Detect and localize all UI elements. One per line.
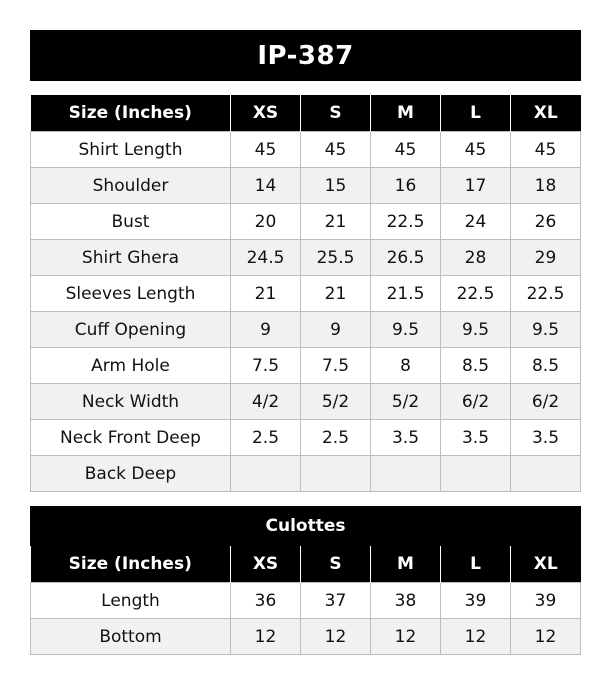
table-row	[31, 312, 581, 348]
cell-value: 7.5	[301, 348, 371, 384]
cell-value	[511, 456, 581, 492]
cell-value: 3.5	[371, 420, 441, 456]
cell-value: 18	[511, 168, 581, 204]
cell-value: 39	[511, 583, 581, 619]
header-m: M	[371, 546, 441, 583]
table-row	[31, 619, 581, 655]
cell-value: 45	[441, 132, 511, 168]
cell-value: 36	[231, 583, 301, 619]
cell-value: 12	[301, 619, 371, 655]
cell-value: 8	[371, 348, 441, 384]
row-label: Shirt Length	[31, 132, 231, 168]
table-row	[31, 132, 581, 168]
table-row	[31, 456, 581, 492]
cell-value: 9.5	[441, 312, 511, 348]
row-label: Cuff Opening	[31, 312, 231, 348]
cell-value: 4/2	[231, 384, 301, 420]
cell-value: 8.5	[511, 348, 581, 384]
cell-value: 22.5	[511, 276, 581, 312]
header-xl: XL	[511, 95, 581, 132]
header-size-label: Size (Inches)	[31, 546, 231, 583]
cell-value: 9	[301, 312, 371, 348]
header-row	[31, 95, 581, 132]
header-size-label: Size (Inches)	[31, 95, 231, 132]
cell-value: 12	[371, 619, 441, 655]
cell-value	[441, 456, 511, 492]
row-label: Bottom	[31, 619, 231, 655]
cell-value: 5/2	[301, 384, 371, 420]
cell-value: 9	[231, 312, 301, 348]
cell-value: 45	[301, 132, 371, 168]
cell-value: 45	[511, 132, 581, 168]
page-title: IP-387	[30, 30, 581, 81]
row-label: Length	[31, 583, 231, 619]
cell-value: 21.5	[371, 276, 441, 312]
header-row	[31, 546, 581, 583]
table-row	[31, 168, 581, 204]
cell-value: 39	[441, 583, 511, 619]
cell-value: 6/2	[441, 384, 511, 420]
shirt-size-table	[30, 95, 581, 492]
header-l: L	[441, 546, 511, 583]
header-l: L	[441, 95, 511, 132]
cell-value: 28	[441, 240, 511, 276]
cell-value: 12	[441, 619, 511, 655]
cell-value: 45	[371, 132, 441, 168]
cell-value: 22.5	[371, 204, 441, 240]
row-label: Neck Front Deep	[31, 420, 231, 456]
cell-value: 8.5	[441, 348, 511, 384]
cell-value: 9.5	[371, 312, 441, 348]
header-s: S	[301, 546, 371, 583]
header-xs: XS	[231, 546, 301, 583]
table-row	[31, 420, 581, 456]
row-label: Bust	[31, 204, 231, 240]
header-xl: XL	[511, 546, 581, 583]
cell-value: 12	[231, 619, 301, 655]
cell-value: 15	[301, 168, 371, 204]
cell-value: 22.5	[441, 276, 511, 312]
header-m: M	[371, 95, 441, 132]
cell-value: 21	[301, 204, 371, 240]
row-label: Back Deep	[31, 456, 231, 492]
cell-value: 14	[231, 168, 301, 204]
cell-value: 26.5	[371, 240, 441, 276]
row-label: Shoulder	[31, 168, 231, 204]
cell-value: 5/2	[371, 384, 441, 420]
cell-value: 6/2	[511, 384, 581, 420]
cell-value: 21	[231, 276, 301, 312]
cell-value	[301, 456, 371, 492]
cell-value: 16	[371, 168, 441, 204]
table-row	[31, 240, 581, 276]
culottes-section-title: Culottes	[30, 506, 581, 546]
row-label: Shirt Ghera	[31, 240, 231, 276]
cell-value: 2.5	[301, 420, 371, 456]
table-row	[31, 204, 581, 240]
header-xs: XS	[231, 95, 301, 132]
table-row	[31, 384, 581, 420]
row-label: Sleeves Length	[31, 276, 231, 312]
cell-value: 24.5	[231, 240, 301, 276]
table-row	[31, 276, 581, 312]
cell-value: 17	[441, 168, 511, 204]
cell-value	[371, 456, 441, 492]
table-row	[31, 348, 581, 384]
cell-value: 29	[511, 240, 581, 276]
cell-value: 20	[231, 204, 301, 240]
cell-value: 3.5	[441, 420, 511, 456]
cell-value: 26	[511, 204, 581, 240]
cell-value: 21	[301, 276, 371, 312]
cell-value	[231, 456, 301, 492]
header-s: S	[301, 95, 371, 132]
cell-value: 3.5	[511, 420, 581, 456]
cell-value: 24	[441, 204, 511, 240]
table-row	[31, 583, 581, 619]
cell-value: 7.5	[231, 348, 301, 384]
culottes-size-table	[30, 546, 581, 655]
cell-value: 38	[371, 583, 441, 619]
row-label: Arm Hole	[31, 348, 231, 384]
cell-value: 12	[511, 619, 581, 655]
row-label: Neck Width	[31, 384, 231, 420]
cell-value: 9.5	[511, 312, 581, 348]
cell-value: 2.5	[231, 420, 301, 456]
cell-value: 25.5	[301, 240, 371, 276]
cell-value: 45	[231, 132, 301, 168]
cell-value: 37	[301, 583, 371, 619]
